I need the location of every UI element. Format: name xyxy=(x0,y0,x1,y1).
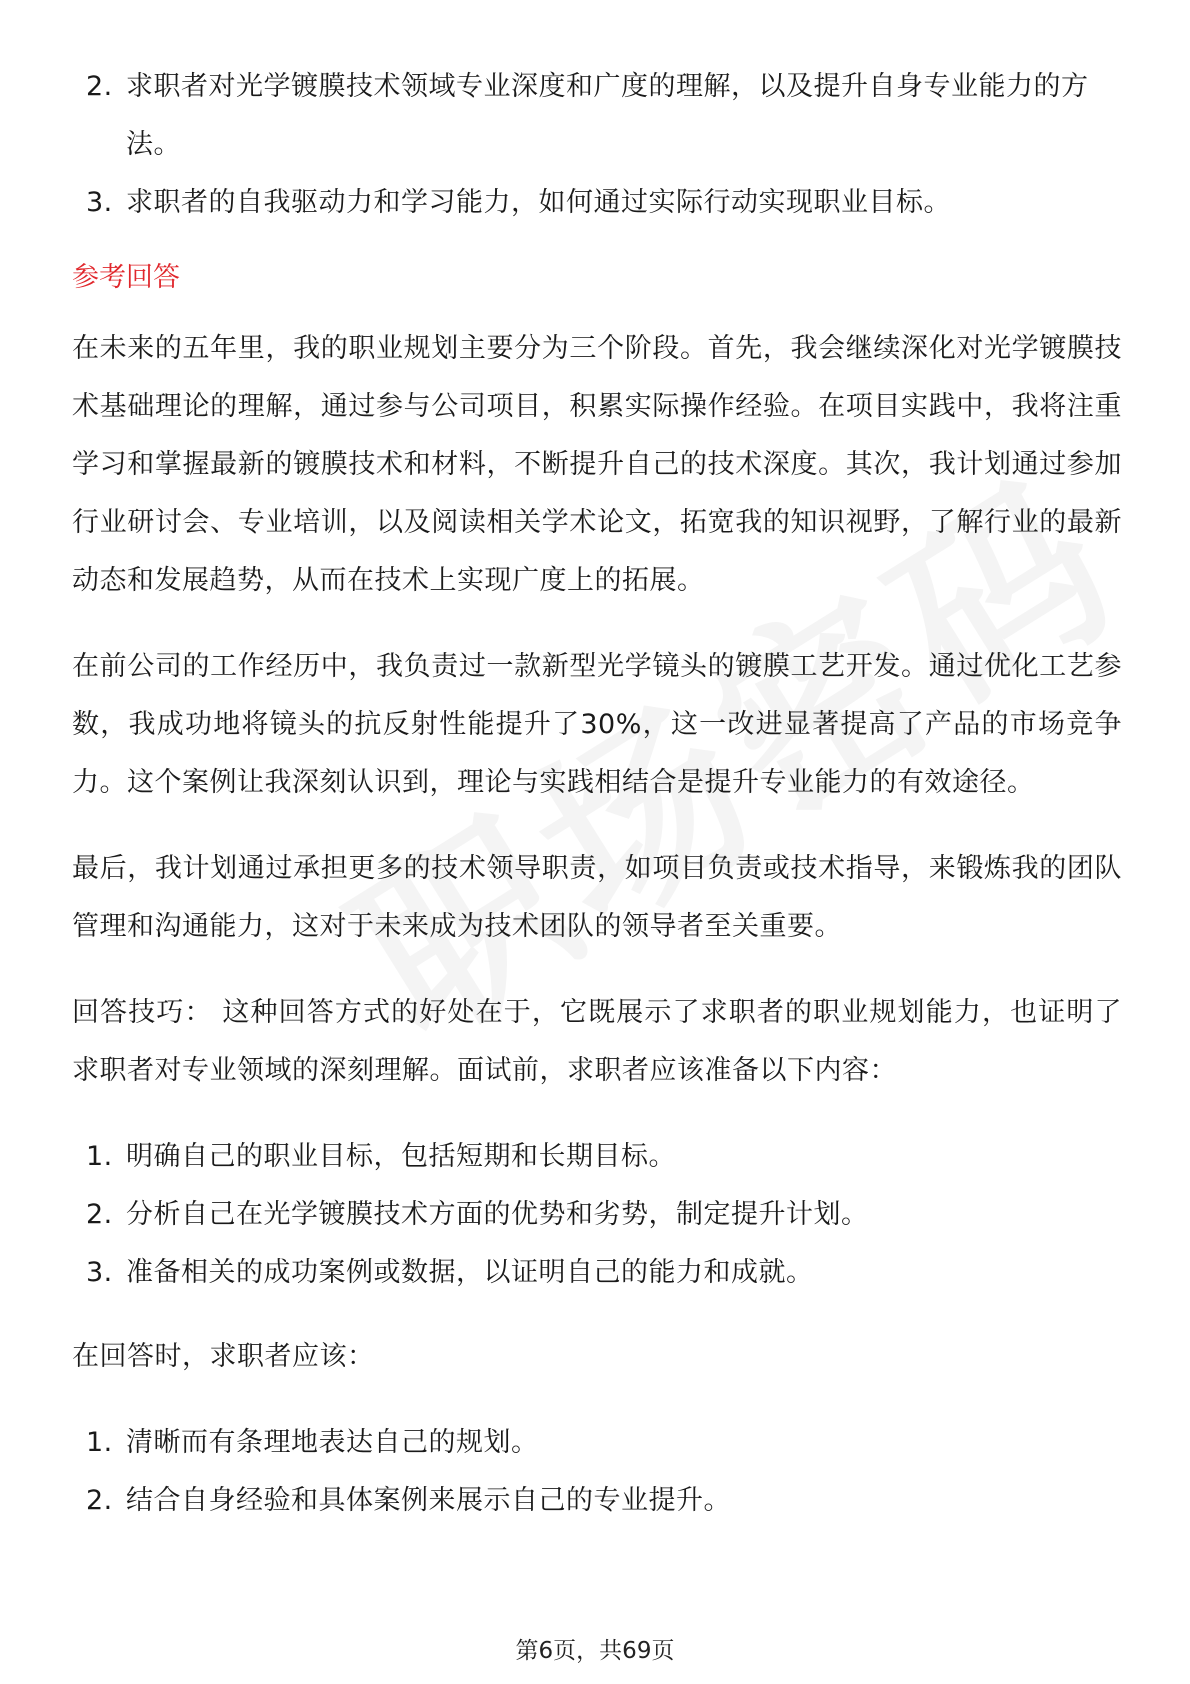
list-item-number: 1. xyxy=(86,1141,113,1172)
section-heading: 参考回答 xyxy=(72,262,180,293)
list-item xyxy=(72,1472,1122,1530)
list-item-text: 明确自己的职业目标，包括短期和长期目标。 xyxy=(126,1141,676,1172)
list-item xyxy=(72,1128,1122,1186)
list-item-number: 1. xyxy=(86,1427,113,1458)
question-points-list xyxy=(72,58,1122,232)
list-item-text: 求职者的自我驱动力和学习能力，如何通过实际行动实现职业目标。 xyxy=(126,187,951,218)
list-item-number: 2. xyxy=(86,1485,113,1516)
page-number-footer: 第6页，共69页 xyxy=(515,1638,675,1664)
page-content xyxy=(72,58,1122,1530)
list-item-number: 2. xyxy=(86,71,113,102)
paragraph: 在回答时，求职者应该： xyxy=(72,1341,375,1372)
answer-guidance-list xyxy=(72,1414,1122,1530)
list-item-number: 2. xyxy=(86,1199,113,1230)
paragraph: 在未来的五年里，我的职业规划主要分为三个阶段。首先，我会继续深化对光学镀膜技术基础理论的理解，通过参与公司项目，积累实际操作经验。在项目实践中，我将注重学习和掌握最新的镀膜技术和材料，不断提升自己的技术深度。其次，我计划通过参加行业研讨会、专业培训，以及阅读相关学术论文，拓宽我的知识视野，了解行业的最新动态和发展趋势，从而在技术上实现广度上的拓展。 xyxy=(72,333,1122,596)
list-item-text: 准备相关的成功案例或数据，以证明自己的能力和成就。 xyxy=(126,1257,814,1288)
list-item-text: 分析自己在光学镀膜技术方面的优势和劣势，制定提升计划。 xyxy=(126,1199,869,1230)
list-item xyxy=(72,174,1122,232)
list-item xyxy=(72,1244,1122,1302)
list-item-text: 结合自身经验和具体案例来展示自己的专业提升。 xyxy=(126,1485,731,1516)
list-item xyxy=(72,1186,1122,1244)
list-item-text: 清晰而有条理地表达自己的规划。 xyxy=(126,1427,539,1458)
paragraph: 在前公司的工作经历中，我负责过一款新型光学镜头的镀膜工艺开发。通过优化工艺参数，我成功地将镜头的抗反射性能提升了30%，这一改进显著提高了产品的市场竞争力。这个案例让我深刻认识到，理论与实践相结合是提升专业能力的有效途径。 xyxy=(72,651,1122,798)
list-item xyxy=(72,1414,1122,1472)
list-item-text: 求职者对光学镀膜技术领域专业深度和广度的理解，以及提升自身专业能力的方法。 xyxy=(126,71,1089,160)
list-item-number: 3. xyxy=(86,187,113,218)
preparation-list xyxy=(72,1128,1122,1302)
list-item-number: 3. xyxy=(86,1257,113,1288)
list-item xyxy=(72,58,1122,174)
paragraph: 最后，我计划通过承担更多的技术领导职责，如项目负责或技术指导，来锻炼我的团队管理和沟通能力，这对于未来成为技术团队的领导者至关重要。 xyxy=(72,853,1122,942)
paragraph: 回答技巧： 这种回答方式的好处在于，它既展示了求职者的职业规划能力，也证明了求职者对专业领域的深刻理解。面试前，求职者应该准备以下内容： xyxy=(72,997,1122,1086)
